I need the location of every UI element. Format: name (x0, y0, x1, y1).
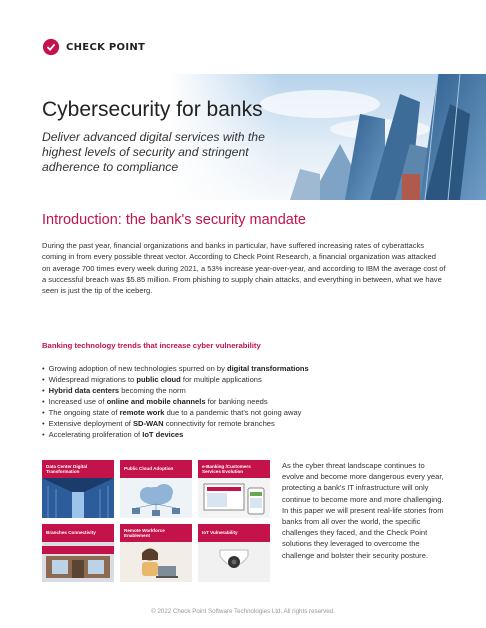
tile-data-center (42, 460, 114, 523)
check-point-logo-icon (42, 38, 60, 56)
security-camera-image (198, 542, 270, 582)
footer-copyright: © 2022 Check Point Software Technologies Ltd. All rights reserved. (151, 608, 335, 615)
cloud-icon (120, 478, 192, 518)
server-room-image (42, 478, 114, 518)
page-subtitle: Deliver advanced digital services with the highest levels of security and stringent adherence to compliance (42, 130, 265, 174)
tile-label: IoT Vulnerability (198, 524, 270, 542)
check-point-logo (42, 38, 145, 56)
tile-label: e-Banking /Customers Services Evolution (198, 460, 270, 478)
list-item: • Accelerating proliferation of IoT devices (42, 429, 309, 440)
list-item: • Widespread migrations to public cloud for multiple applications (42, 374, 309, 385)
tile-e-banking (198, 460, 270, 523)
list-item: • The ongoing state of remote work due to a pandemic that's not going away (42, 407, 309, 418)
trends-list (42, 363, 309, 440)
tile-label: Remote Workforce Enablement (120, 524, 192, 542)
intro-paragraph: During the past year, financial organizations and banks in particular, have suffered increasing rates of cyberattacks coming in from every possible threat vector. According to Check Point Research, a financial organization was attacked on average 700 times every week during 2021, a 53% increase year-over-year, and according to IBM the average cost of a successful breach was $5.85 million. From phishing to supply chain attacks, and everything in between, what we have seen is just the tip of the iceberg. (42, 241, 446, 296)
tile-remote-workforce (120, 524, 192, 587)
page-title: Cybersecurity for banks (42, 98, 263, 121)
devices-image (198, 478, 270, 518)
list-item: • Increased use of online and mobile channels for banking needs (42, 396, 309, 407)
list-item: • Extensive deployment of SD-WAN connectivity for remote branches (42, 418, 309, 429)
bank-branch-image (42, 542, 114, 582)
tile-public-cloud (120, 460, 192, 523)
tile-label: Public Cloud Adoption (120, 460, 192, 478)
tile-iot (198, 524, 270, 587)
intro-heading: Introduction: the bank's security mandate (42, 212, 306, 228)
brand-name: CHECK POINT (66, 41, 146, 53)
trends-heading: Banking technology trends that increase cyber vulnerability (42, 341, 261, 350)
list-item: • Growing adoption of new technologies spurred on by digital transformations (42, 363, 309, 374)
trend-tiles-grid (42, 460, 270, 584)
closing-paragraph: As the cyber threat landscape continues to evolve and become more dangerous every year, protecting a bank's IT infrastructure will only continue to become more and more challenging. In this paper we will present real-life stories from banks from all over the world, the specific challenges they faced, and the Check Point solutions they leveraged to overcome the challenge and bolster their security posture. (282, 461, 444, 560)
tile-label: Branches Connectivity (42, 524, 114, 542)
list-item: • Hybrid data centers becoming the norm (42, 385, 309, 396)
tile-label: Data Center Digital Transformation (42, 460, 114, 478)
tile-branches (42, 524, 114, 587)
remote-worker-image (120, 542, 192, 582)
